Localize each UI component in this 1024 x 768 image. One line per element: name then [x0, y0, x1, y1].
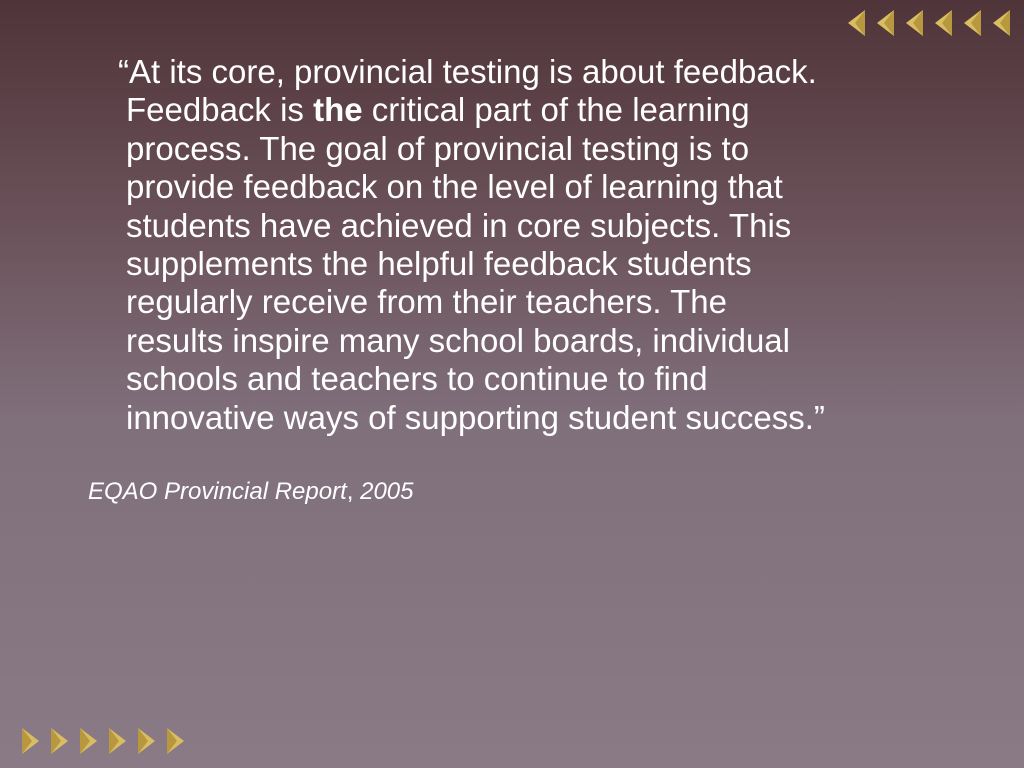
triangle-left-icon [993, 10, 1010, 36]
triangle-right-icon [80, 728, 97, 754]
triangle-left-icon [906, 10, 923, 36]
quote-line: “At its core, provincial testing is about feedback. [118, 53, 817, 90]
triangle-right-icon [109, 728, 126, 754]
quote-fragment: Feedback is [126, 91, 314, 129]
triangle-left-icon [935, 10, 952, 36]
quote-line: supplements the helpful feedback students [126, 245, 752, 283]
quote-line: results inspire many school boards, individual [126, 321, 790, 359]
triangle-right-icon [51, 728, 68, 754]
quote-line: process. The goal of provincial testing is to [126, 129, 750, 167]
quote-line: schools and teachers to continue to find [126, 360, 708, 398]
triangle-right-icon [167, 728, 184, 754]
quote-line: regularly receive from their teachers. The [126, 283, 727, 321]
triangle-right-icon [22, 728, 39, 754]
citation [88, 478, 414, 506]
citation-separator: , [346, 478, 361, 505]
quote-fragment: critical part of the learning [362, 91, 750, 129]
citation-year: 2005 [360, 478, 414, 505]
quote-line [118, 91, 998, 129]
triangle-right-icon [138, 728, 155, 754]
bottom-arrow-decoration [22, 728, 184, 754]
triangle-left-icon [848, 10, 865, 36]
quote-line: students have achieved in core subjects. This [126, 206, 792, 244]
quote-emphasis: the [313, 91, 363, 129]
quote-line: provide feedback on the level of learning that [126, 168, 783, 206]
top-arrow-decoration [848, 10, 1010, 36]
quote-text [118, 53, 998, 437]
citation-source: EQAO Provincial Report [88, 478, 347, 505]
triangle-left-icon [964, 10, 981, 36]
triangle-left-icon [877, 10, 894, 36]
quote-line: innovative ways of supporting student success.” [126, 398, 825, 436]
